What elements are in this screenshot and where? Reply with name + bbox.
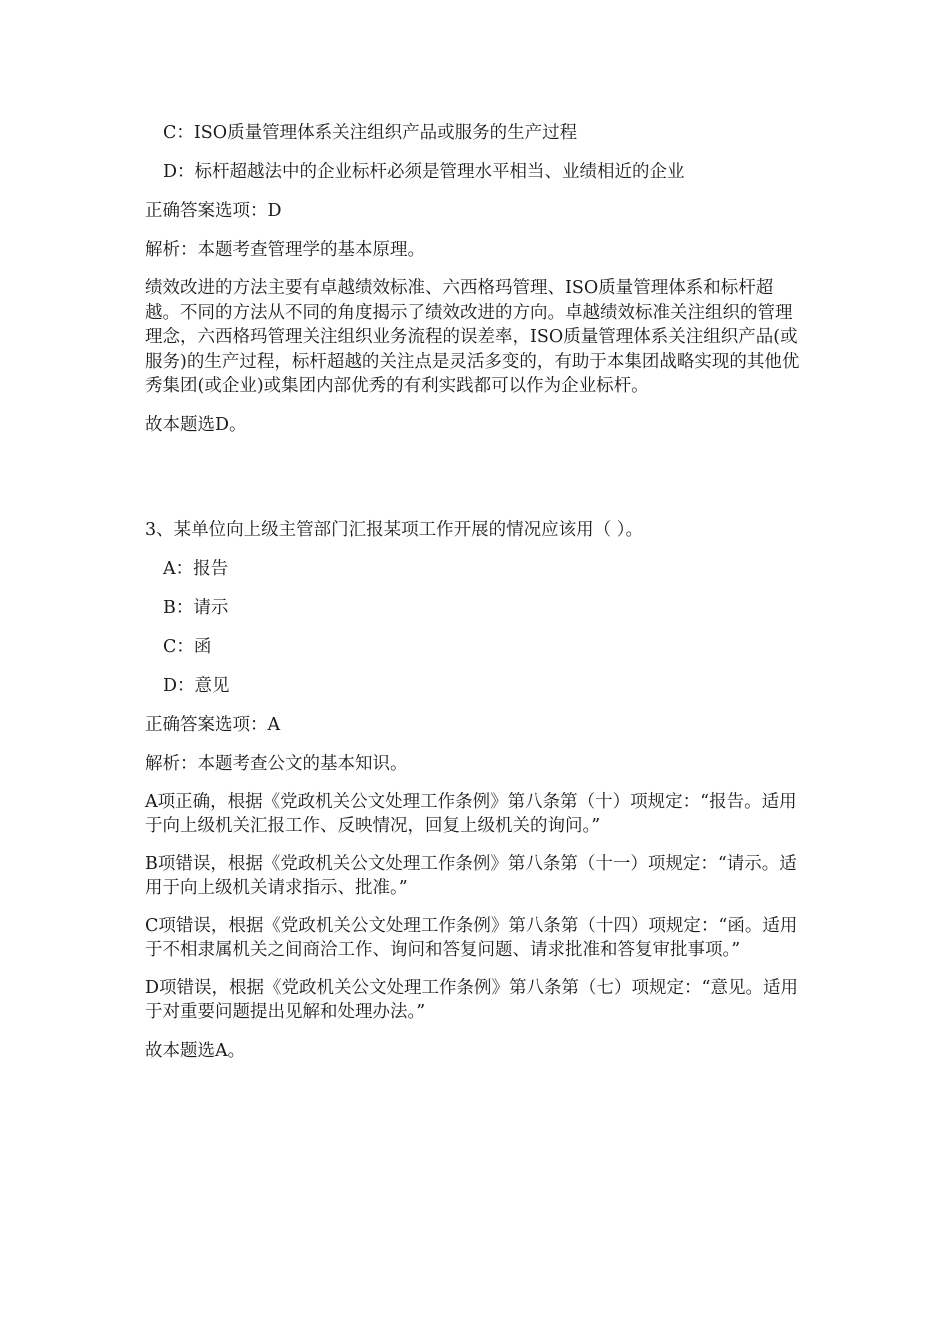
q3-question: 3、某单位向上级主管部门汇报某项工作开展的情况应该用（ ）。 xyxy=(145,519,643,540)
q2-analysis-body: 绩效改进的方法主要有卓越绩效标准、六西格玛管理、ISO质量管理体系和标杆超越。不同的方法从不同的角度揭示了绩效改进的方向。卓越绩效标准关注组织的管理理念，六西格玛管理关注组织业务流程的误差率，ISO质量管理体系关注组织产品(或服务)的生产过程，标杆超越的关注点是灵活多变的，有助于本集团战略实现的其他优秀集团(或企业)或集团内部优秀的有利实践都可以作为企业标杆。 xyxy=(145,278,800,396)
q3-explain-a: A项正确，根据《党政机关公文处理工作条例》第八条第（十）项规定：“报告。适用于向上级机关汇报工作、反映情况，回复上级机关的询问。” xyxy=(145,791,797,836)
q2-analysis-intro: 解析：本题考查管理学的基本原理。 xyxy=(145,240,425,260)
q2-answer: 正确答案选项：D xyxy=(145,201,282,221)
document-page xyxy=(145,120,805,1077)
q2-option-d: D：标杆超越法中的企业标杆必须是管理水平相当、业绩相近的企业 xyxy=(163,162,685,182)
q2-option-c: C：ISO质量管理体系关注组织产品或服务的生产过程 xyxy=(163,123,578,143)
q3-explain-b: B项错误，根据《党政机关公文处理工作条例》第八条第（十一）项规定：“请示。适用于向上级机关请求指示、批准。” xyxy=(145,853,797,898)
q3-explain-d: D项错误，根据《党政机关公文处理工作条例》第八条第（七）项规定：“意见。适用于对重要问题提出见解和处理办法。” xyxy=(145,977,798,1022)
section-gap xyxy=(145,451,805,517)
q3-explain-c: C项错误，根据《党政机关公文处理工作条例》第八条第（十四）项规定：“函。适用于不相隶属机关之间商洽工作、询问和答复问题、请求批准和答复审批事项。” xyxy=(145,915,798,960)
q3-analysis-intro: 解析：本题考查公文的基本知识。 xyxy=(145,753,408,774)
q3-conclusion: 故本题选A。 xyxy=(145,1040,246,1061)
q3-option-c: C：函 xyxy=(163,636,212,657)
q2-conclusion: 故本题选D。 xyxy=(145,414,247,435)
q3-option-a: A：报告 xyxy=(163,558,229,579)
q3-option-d: D：意见 xyxy=(163,675,230,696)
q3-option-b: B：请示 xyxy=(163,597,229,618)
q3-answer: 正确答案选项：A xyxy=(145,714,281,735)
